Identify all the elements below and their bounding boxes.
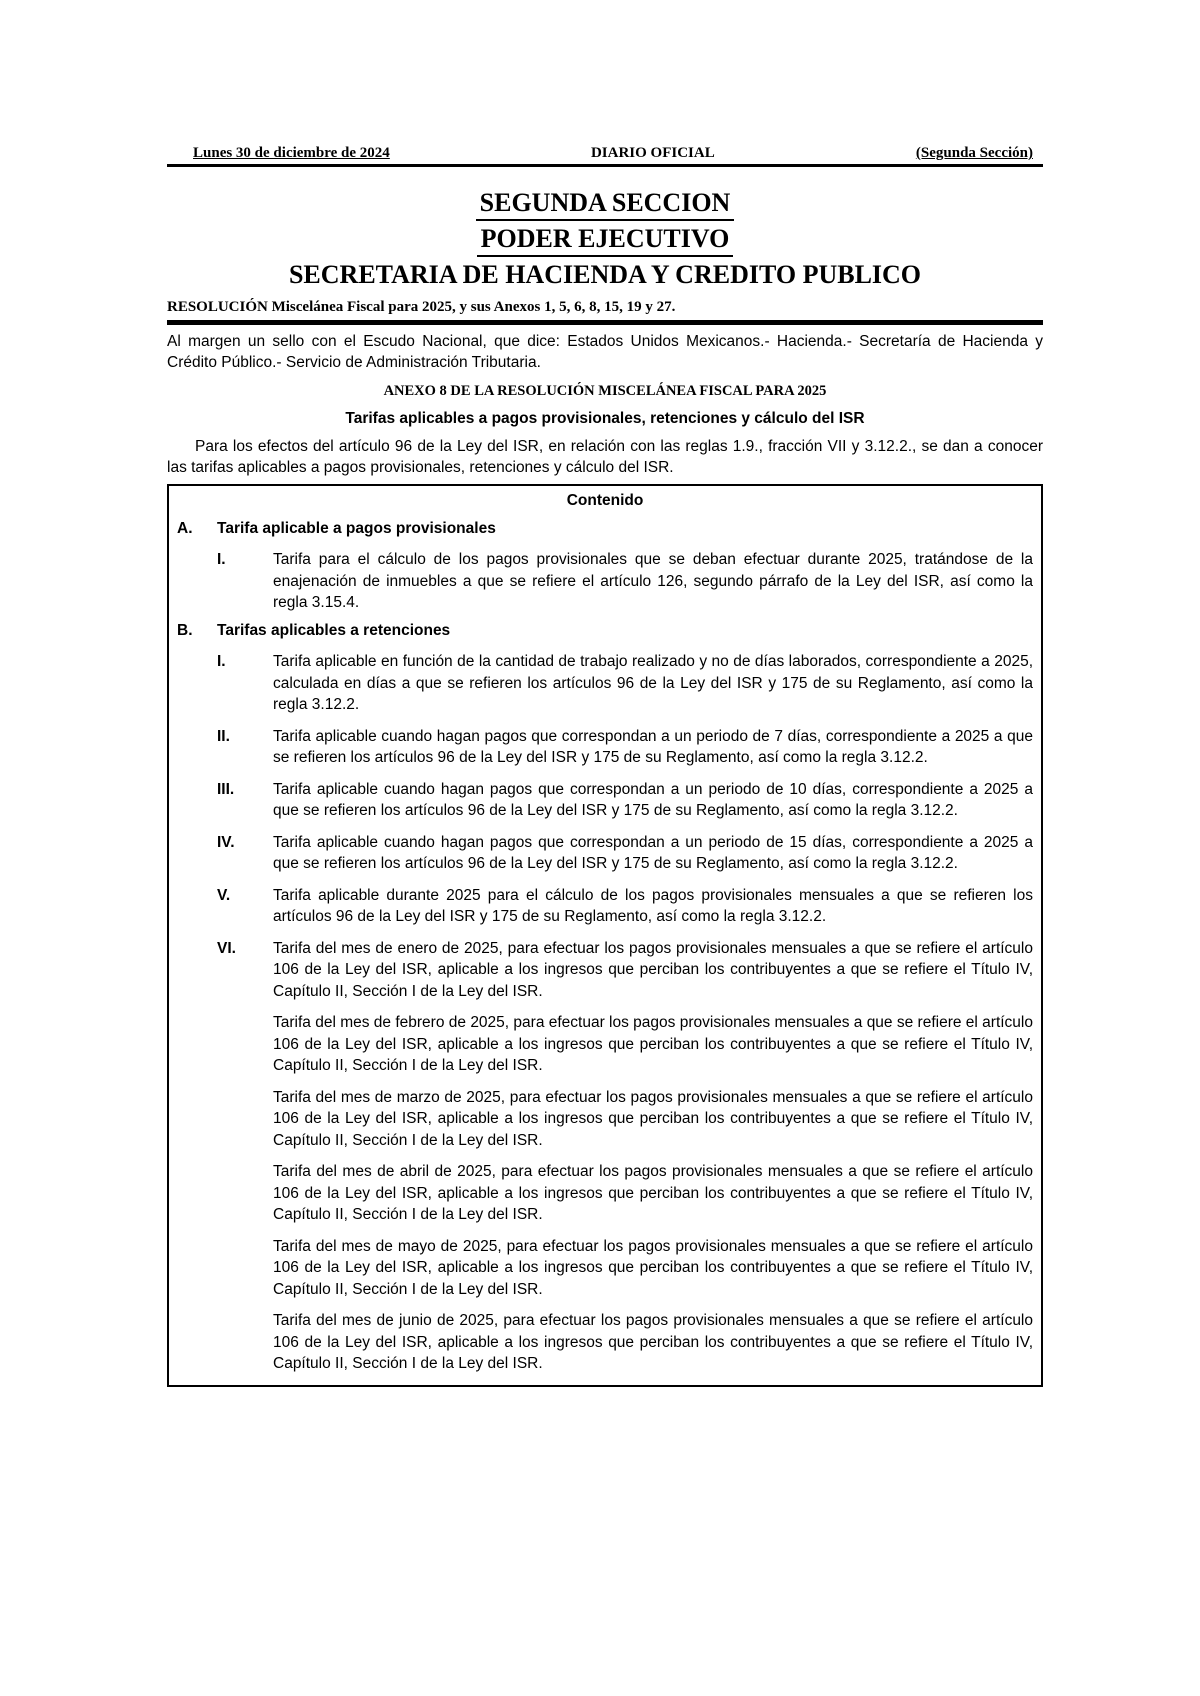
- header-section: (Segunda Sección): [915, 145, 1033, 161]
- anexo-title: ANEXO 8 DE LA RESOLUCIÓN MISCELÁNEA FISCAL PARA 2025: [383, 383, 827, 399]
- section-b-heading: [177, 620, 1033, 642]
- item-text: Tarifa para el cálculo de los pagos provisionales que se deban efectuar durante 2025, tratándose de la enajenación de inmuebles a que se refiere el artículo 126, segundo párrafo de la Ley del ISR, así como la regla 3.15.4.: [273, 551, 1033, 611]
- header-date: Lunes 30 de diciembre de 2024: [193, 145, 390, 161]
- item-text: Tarifa aplicable cuando hagan pagos que correspondan a un periodo de 15 días, correspondiente a 2025 a que se refieren los artículos 96 de la Ley del ISR y 175 de su Reglamento, así como la regla 3.12.2.: [273, 833, 1033, 872]
- item-number: I.: [217, 653, 226, 670]
- section-title: [167, 187, 1043, 221]
- contents-title: Contenido: [566, 492, 644, 509]
- item-text: Tarifa aplicable durante 2025 para el cálculo de los pagos provisionales mensuales a que se refieren los artículos 96 de la Ley del ISR y 175 de su Reglamento, así como la regla 3.12.2.: [273, 886, 1033, 925]
- section-heading-text: Tarifa aplicable a pagos provisionales: [217, 519, 496, 537]
- list-item: [177, 726, 1033, 769]
- secretaria-title: SECRETARIA DE HACIENDA Y CREDITO PUBLICO: [288, 260, 922, 289]
- sub-item: Tarifa del mes de mayo de 2025, para efectuar los pagos provisionales mensuales a que se refiere el artículo 106 de la Ley del ISR, aplicable a los ingresos que perciban los contribuyentes a que se refiere el Título IV, Capítulo II, Sección I de la Ley del ISR.: [273, 1237, 1033, 1298]
- section-a-heading: [177, 518, 1033, 540]
- list-item: [177, 885, 1033, 928]
- sub-item: Tarifa del mes de marzo de 2025, para efectuar los pagos provisionales mensuales a que se refiere el artículo 106 de la Ley del ISR, aplicable a los ingresos que perciban los contribuyentes a que se refiere el Título IV, Capítulo II, Sección I de la Ley del ISR.: [273, 1088, 1033, 1149]
- item-number: II.: [217, 727, 230, 745]
- resolution-line: RESOLUCIÓN Miscelánea Fiscal para 2025, y sus Anexos 1, 5, 6, 8, 15, 19 y 27.: [167, 299, 1043, 325]
- list-item: [177, 549, 1033, 614]
- item-number: VI.: [217, 939, 236, 957]
- header-publication: DIARIO OFICIAL: [590, 145, 715, 161]
- sub-item: Tarifa del mes de abril de 2025, para efectuar los pagos provisionales mensuales a que se refiere el artículo 106 de la Ley del ISR, aplicable a los ingresos que perciban los contribuyentes a que se refiere el Título IV, Capítulo II, Sección I de la Ley del ISR.: [273, 1163, 1033, 1223]
- poder-ejecutivo-title: PODER EJECUTIVO: [477, 223, 734, 257]
- list-item: [177, 779, 1033, 822]
- segunda-seccion-title: SEGUNDA SECCION: [476, 187, 735, 221]
- item-number: I.: [217, 551, 226, 568]
- sub-item: Tarifa del mes de febrero de 2025, para efectuar los pagos provisionales mensuales a que se refiere el artículo 106 de la Ley del ISR, aplicable a los ingresos que perciban los contribuyentes a que se refiere el Título IV, Capítulo II, Sección I de la Ley del ISR.: [273, 1014, 1033, 1074]
- section-letter: A.: [177, 519, 193, 537]
- item-number: V.: [217, 886, 231, 904]
- contents-box: [167, 484, 1043, 1387]
- item-text: Tarifa aplicable cuando hagan pagos que correspondan a un periodo de 10 días, correspondiente a 2025 a que se refieren los artículos 96 de la Ley del ISR y 175 de su Reglamento, así como la regla 3.12.2.: [273, 780, 1033, 819]
- document-page: [167, 140, 1043, 1387]
- list-item: [177, 938, 1033, 1003]
- running-header: [167, 140, 1043, 167]
- list-item: [177, 651, 1033, 716]
- seal-intro: Al margen un sello con el Escudo Nacional, que dice: Estados Unidos Mexicanos.- Hacienda.- Secretaría de Hacienda y Crédito Público.- Servicio de Administración Tributaria.: [167, 333, 1043, 371]
- list-item: [177, 832, 1033, 875]
- section-letter: B.: [177, 621, 193, 639]
- item-text: Tarifa aplicable en función de la cantidad de trabajo realizado y no de días laborados, correspondiente a 2025, calculada en días a que se refieren los artículos 96 de la Ley del ISR y 175 de su Reglamento, así como la regla 3.12.2.: [273, 653, 1033, 713]
- document-subtitle: Tarifas aplicables a pagos provisionales, retenciones y cálculo del ISR: [345, 410, 865, 427]
- section-heading-text: Tarifas aplicables a retenciones: [217, 621, 451, 639]
- item-text: Tarifa aplicable cuando hagan pagos que correspondan a un periodo de 7 días, correspondiente a 2025 a que se refieren los artículos 96 de la Ley del ISR y 175 de su Reglamento, así como la regla 3.12.2.: [273, 727, 1033, 766]
- item-number: IV.: [217, 833, 235, 851]
- item-text: Tarifa del mes de enero de 2025, para efectuar los pagos provisionales mensuales a que se refiere el artículo 106 de la Ley del ISR, aplicable a los ingresos que perciban los contribuyentes a que se refiere el Título IV, Capítulo II, Sección I de la Ley del ISR.: [273, 939, 1033, 1000]
- branch-title: [167, 223, 1043, 257]
- item-number: III.: [217, 780, 235, 798]
- intro-paragraph: Para los efectos del artículo 96 de la Ley del ISR, en relación con las reglas 1.9., fracción VII y 3.12.2., se dan a conocer las tarifas aplicables a pagos provisionales, retenciones y cálculo del ISR.: [167, 438, 1043, 476]
- sub-item: Tarifa del mes de junio de 2025, para efectuar los pagos provisionales mensuales a que se refiere el artículo 106 de la Ley del ISR, aplicable a los ingresos que perciban los contribuyentes a que se refiere el Título IV, Capítulo II, Sección I de la Ley del ISR.: [273, 1312, 1033, 1372]
